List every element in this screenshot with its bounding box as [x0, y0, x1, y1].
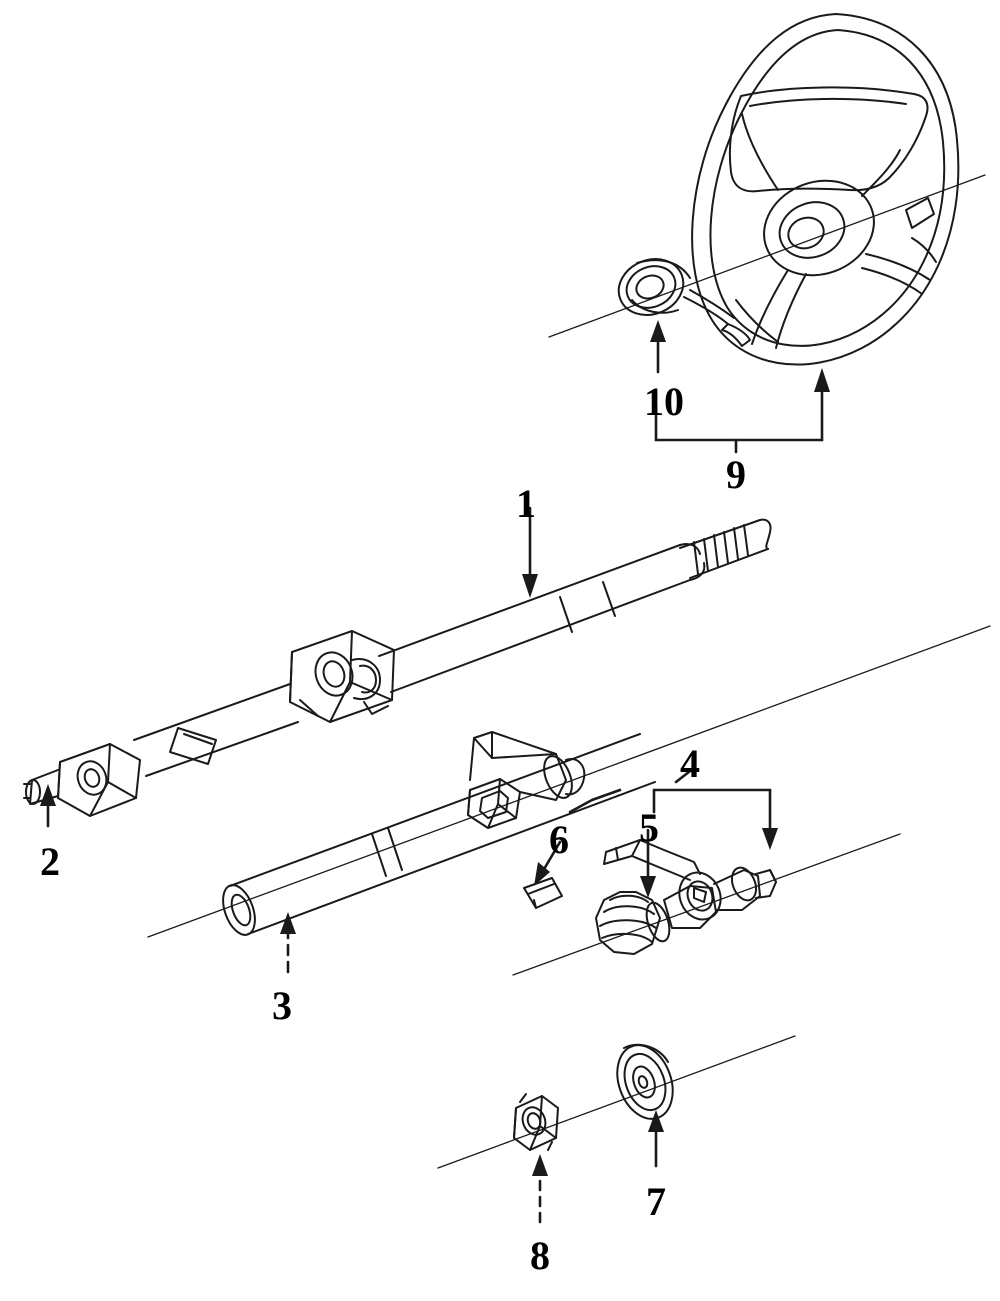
upper-steering-shaft [379, 520, 771, 692]
lower-yoke-bore [73, 757, 111, 799]
bracket-body [468, 779, 520, 828]
horn-contact-ring [610, 250, 750, 346]
cover-seal-bore [637, 1075, 649, 1089]
arrow-10 [650, 320, 666, 342]
arrow-4 [762, 828, 778, 850]
callout-7: 7 [646, 1179, 666, 1224]
lock-boot-rib-1 [610, 896, 648, 902]
lock-lever-end [604, 852, 606, 864]
callout-6: 6 [549, 817, 569, 862]
lock-keyway [694, 888, 706, 902]
wheel-spoke-lower-left-2 [776, 274, 806, 348]
lock-boot-rib-4 [602, 934, 652, 942]
bracket-arm-inner [474, 738, 556, 758]
axis-line-column [148, 626, 990, 937]
u-joint-cross-cap [320, 658, 348, 689]
u-joint-body [290, 631, 394, 722]
lower-shaft-top-line [134, 684, 290, 740]
arrow-2 [40, 784, 56, 806]
arrow-8 [532, 1154, 548, 1176]
arrow-7 [648, 1110, 664, 1132]
u-joint-edge-left [290, 652, 292, 702]
lower-steering-shaft [24, 684, 298, 816]
callout-3: 3 [272, 983, 292, 1028]
callout-5: 5 [639, 805, 659, 850]
steering-wheel [692, 14, 958, 365]
bushing-tab-1 [520, 1094, 526, 1102]
ignition-lock-assembly [596, 840, 776, 954]
column-bracket [468, 732, 584, 828]
axis-line-lock [513, 834, 900, 975]
arrow-3 [280, 912, 296, 934]
contact-ring-inner [633, 272, 667, 303]
lower-shaft-spline-plate [170, 728, 216, 764]
lower-shaft-bottom-line [146, 722, 298, 776]
column-lower-end [217, 881, 261, 939]
spline-tooth-3 [714, 535, 718, 567]
column-cover-seal [608, 1037, 683, 1126]
leader-6-lead [570, 790, 620, 812]
bracket-edge-left [468, 790, 470, 815]
column-band-1 [372, 834, 386, 876]
bushing-flange-edge-left [514, 1108, 516, 1138]
steering-column-tube [217, 732, 655, 939]
column-band-2 [388, 828, 402, 870]
arrow-1 [522, 574, 538, 598]
callout-4: 4 [680, 741, 700, 786]
column-bracket-bushing [514, 1094, 558, 1150]
lower-shaft-spline-line [184, 734, 212, 744]
mid-universal-joint [290, 631, 394, 722]
key-insert [524, 878, 562, 908]
cover-seal-inner [629, 1064, 659, 1101]
wheel-hub-outer [751, 166, 888, 291]
cover-seal-outer [608, 1037, 683, 1126]
axis-line-wheel [549, 175, 985, 337]
lock-lever-notch-1 [616, 848, 618, 860]
callout-9: 9 [726, 452, 746, 497]
callout-8: 8 [530, 1233, 550, 1278]
wheel-spoke-upper-left [742, 114, 778, 190]
spline-tooth-4 [724, 532, 728, 563]
lock-housing [664, 886, 716, 928]
lower-yoke-cap [82, 767, 101, 789]
wheel-upper-pad-crease [750, 99, 906, 106]
wheel-hub-ring [772, 193, 852, 266]
spline-end-cap [760, 520, 771, 549]
column-lower-bore [228, 892, 254, 928]
bushing-tab-2 [548, 1142, 552, 1150]
lock-cylinder-keyway-ring [683, 878, 716, 915]
spline-tooth-5 [734, 528, 738, 559]
u-joint-cap-right-inner [360, 666, 376, 693]
lower-yoke-edge-left [58, 762, 60, 798]
callout-10: 10 [644, 379, 684, 424]
wheel-spoke-lower-left [752, 270, 788, 344]
callout-2: 2 [40, 839, 60, 884]
callout-1: 1 [516, 481, 536, 526]
spline-line-1 [680, 520, 760, 548]
u-joint-flange-2 [364, 702, 388, 714]
spline-line-2 [690, 549, 768, 578]
axis-line-cover [438, 1036, 795, 1168]
spline-tooth-6 [744, 525, 748, 555]
lower-yoke-edge-top [108, 744, 136, 798]
arrow-9 [814, 368, 830, 392]
